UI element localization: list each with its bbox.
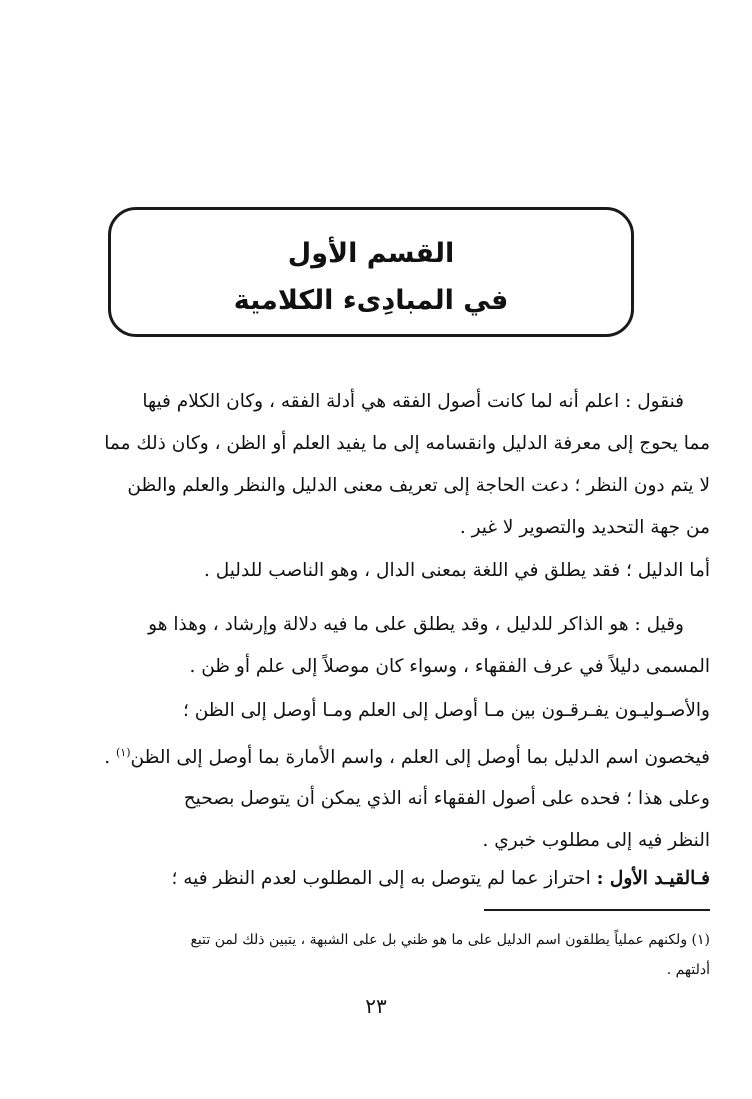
text-line: المسمى دليلاً في عرف الفقهاء ، وسواء كان موصلاً إلى علم أو ظن .	[189, 656, 710, 677]
paragraph-intro	[100, 381, 710, 549]
qayd-lead: فـالقيـد الأول :	[596, 868, 710, 889]
text-line: فنقول : اعلم أنه لما كانت أصول الفقه هي أدلة الفقه ، وكان الكلام فيها	[142, 391, 684, 412]
text-line: فيخصون اسم الدليل بما أوصل إلى العلم ، واسم الأمارة بما أوصل إلى الظن	[130, 747, 710, 769]
footnote-separator	[484, 909, 710, 911]
text-line: لا يتم دون النظر ؛ دعت الحاجة إلى تعريف معنى الدليل والنظر والعلم والظن	[127, 475, 710, 496]
section-title: القسم الأول	[287, 238, 455, 269]
text-line: أما الدليل ؛ فقد يطلق في اللغة بمعنى الدال ، وهو الناصب للدليل .	[203, 560, 710, 581]
text-line: النظر فيه إلى مطلوب خبري .	[482, 830, 710, 851]
section-subtitle: في المبادِىء الكلامية	[233, 285, 509, 316]
paragraph-dalil-lugha	[100, 550, 710, 592]
text-line-with-footnote	[100, 732, 710, 779]
paragraph-qil	[100, 604, 710, 688]
footnote	[100, 925, 710, 985]
paragraph-usuliyun	[100, 690, 710, 779]
text-line: مما يحوج إلى معرفة الدليل وانقسامه إلى ما يفيد العلم أو الظن ، وكان ذلك مما	[104, 433, 710, 454]
text-line: وقيل : هو الذاكر للدليل ، وقد يطلق على ما فيه دلالة وإرشاد ، وهذا هو	[148, 614, 684, 635]
section-title-box	[108, 207, 634, 337]
text-line: وعلى هذا ؛ فحده على أصول الفقهاء أنه الذي يمكن أن يتوصل بصحيح	[183, 788, 710, 809]
text-line-end: .	[104, 747, 116, 769]
text-line	[100, 858, 710, 900]
text-line: والأصـوليـون يفـرقـون بين مـا أوصل إلى العلم ومـا أوصل إلى الظن ؛	[182, 700, 710, 721]
footnote-line: (١) ولكنهم عملياً يطلقون اسم الدليل على ما هو ظني بل على الشبهة ، يتبين ذلك لمن تتبع	[190, 932, 710, 948]
footnote-line: أدلتهم .	[666, 962, 710, 978]
footnote-marker: (١)	[115, 746, 131, 759]
paragraph-qayd	[100, 858, 710, 900]
page-number: ٢٣	[365, 994, 387, 1018]
text-line: من جهة التحديد والتصوير لا غير .	[459, 517, 710, 538]
paragraph-hadd	[100, 778, 710, 862]
text-line: احتراز عما لم يتوصل به إلى المطلوب لعدم النظر فيه ؛	[171, 868, 597, 889]
